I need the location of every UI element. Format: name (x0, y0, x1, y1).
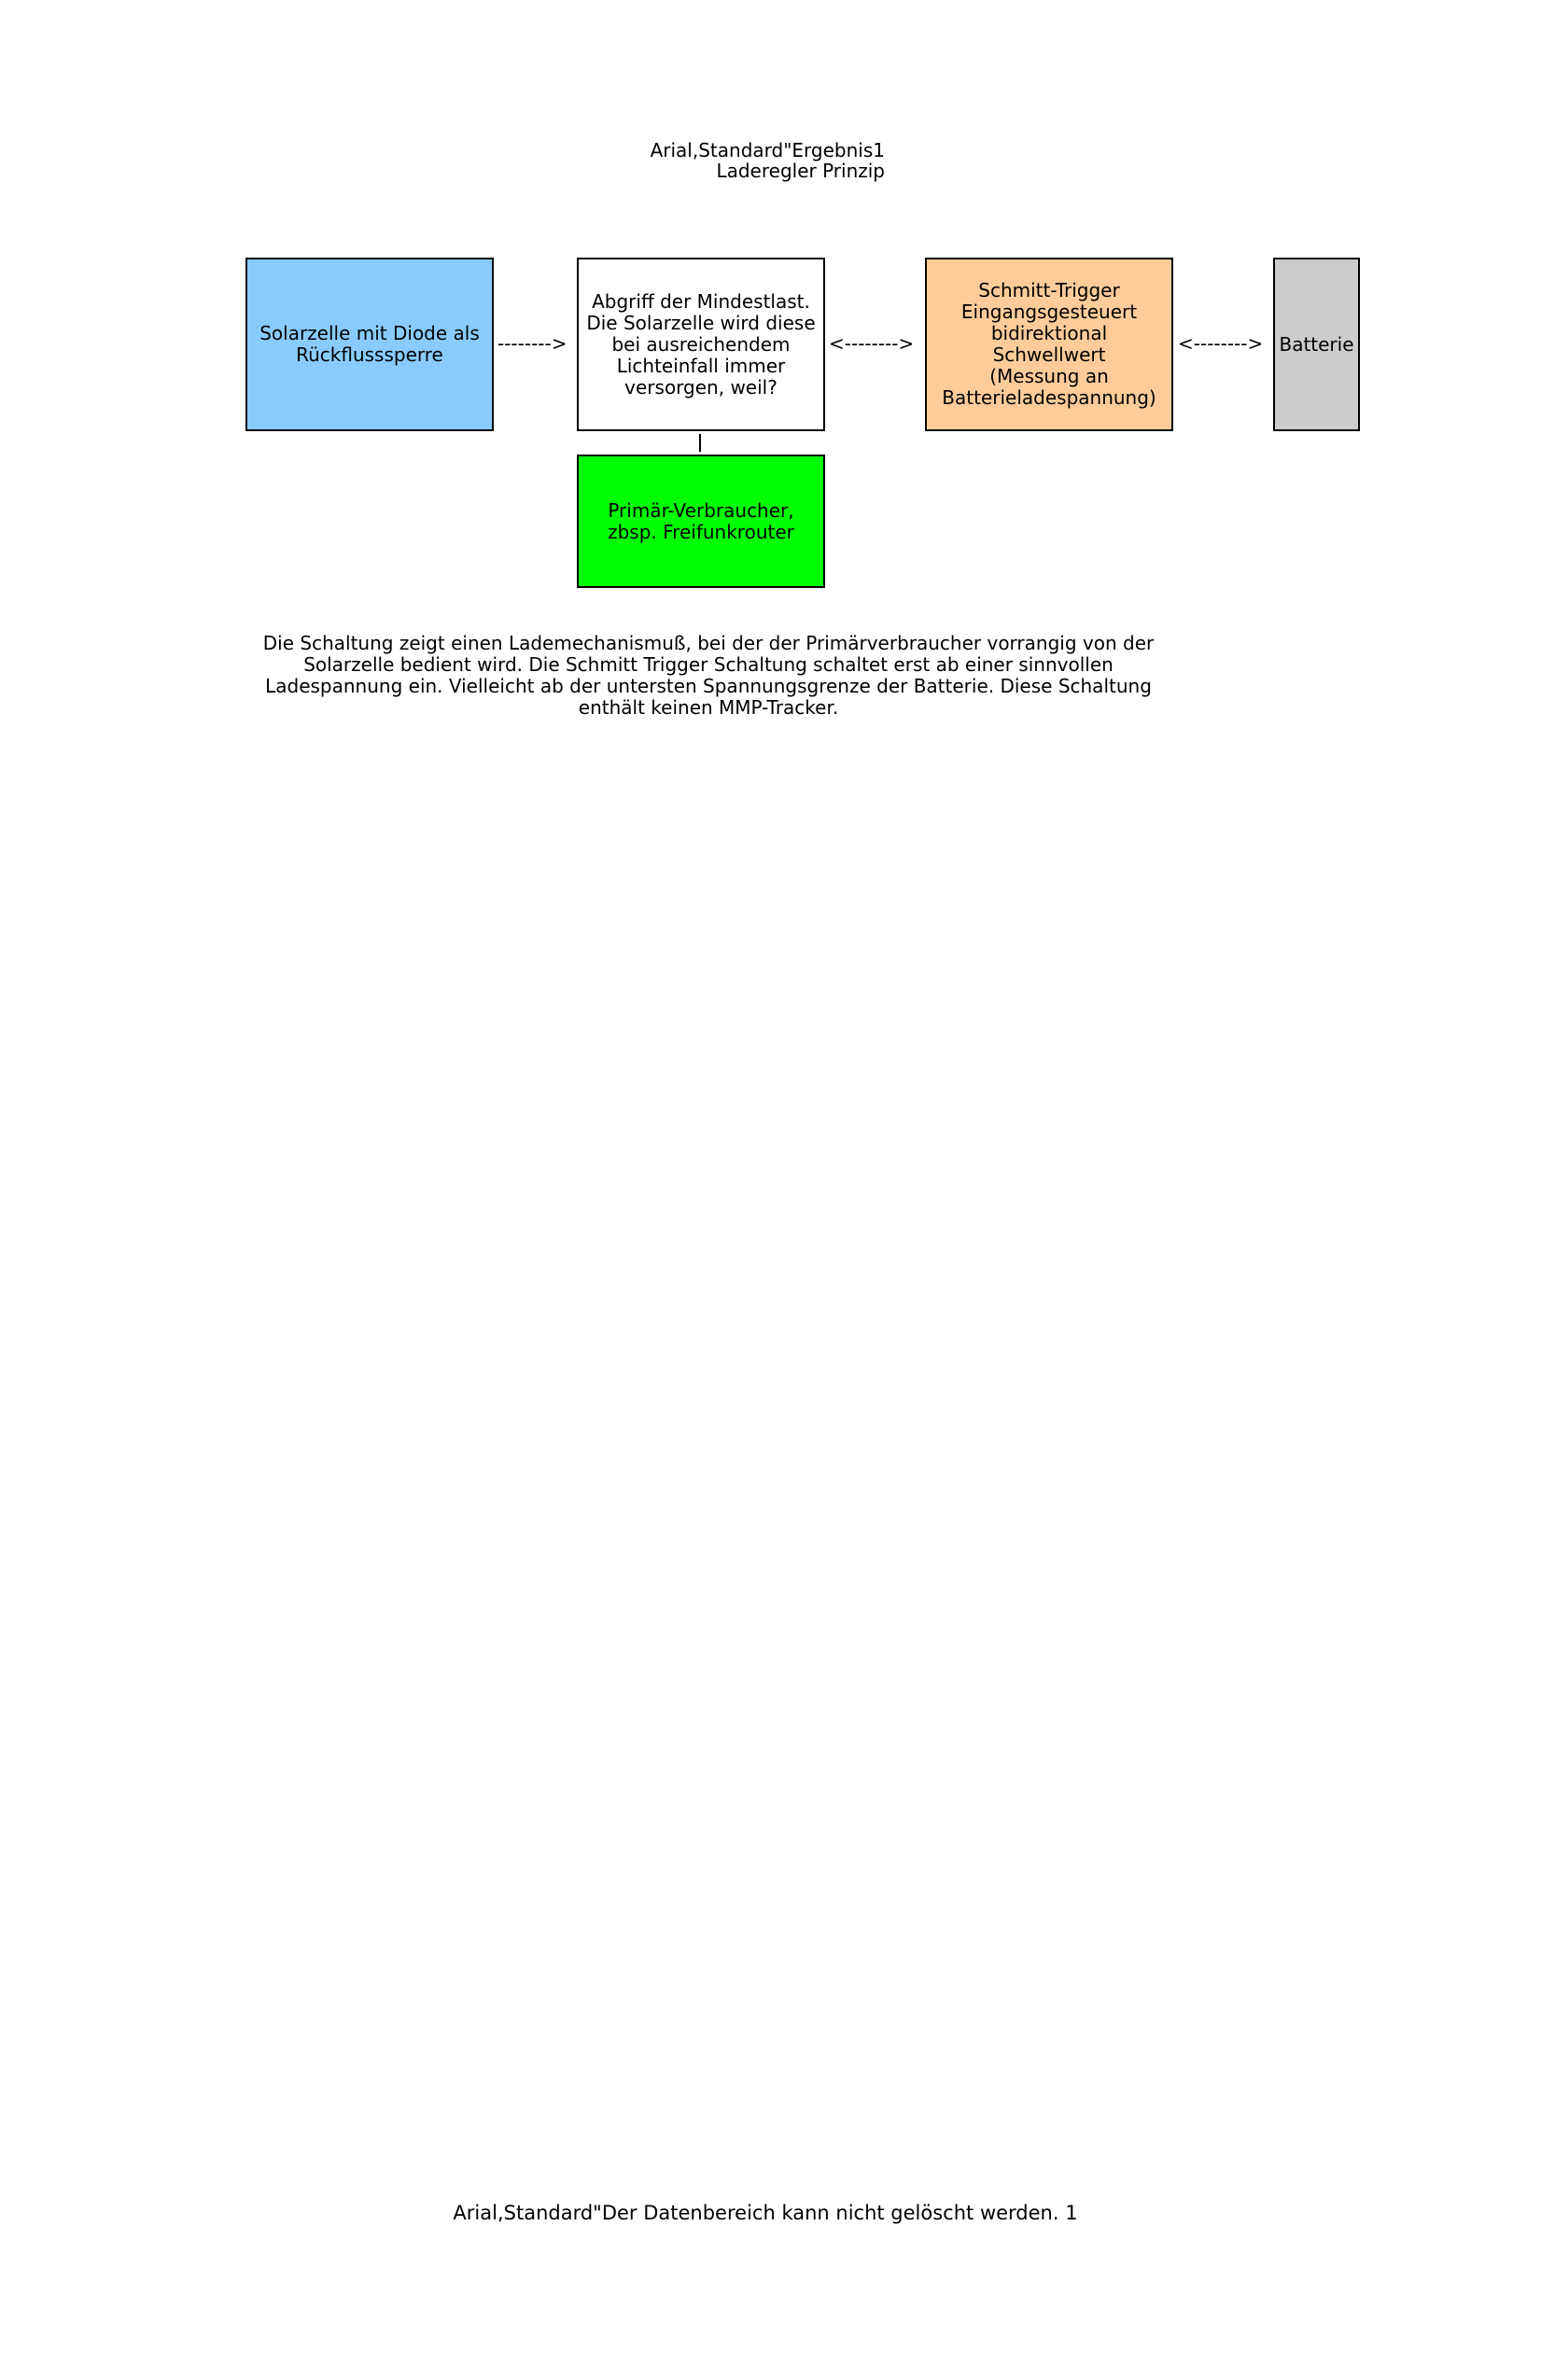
line-tap-to-consumer (699, 434, 701, 452)
description-text (250, 633, 1167, 719)
header-line-1: Arial,Standard"Ergebnis1 (650, 139, 885, 161)
primary-consumer-label-line: Primär-Verbraucher, (608, 498, 794, 522)
solar-cell-label-line: Rückflusssperre (296, 343, 443, 366)
schmitt-trigger-label-line: bidirektional Schwellwert (990, 322, 1108, 366)
minimum-load-tap-box (577, 258, 825, 431)
page-footer: Arial,Standard"Der Datenbereich kann nicht gelöscht werden. 1 (453, 2202, 1078, 2224)
arrow-solar-to-tap: --------> (497, 332, 567, 355)
solar-cell-box (245, 258, 494, 431)
primary-consumer-box (577, 455, 825, 588)
minimum-load-tap-label-line: versorgen, weil? (624, 375, 778, 399)
header-title: Laderegler Prinzip (716, 160, 885, 182)
description-line: Solarzelle bedient wird. Die Schmitt Trigger Schaltung schaltet erst ab einer sinnvollen (303, 653, 1114, 676)
description-line: Ladespannung ein. Vielleicht ab der untersten Spannungsgrenze der Batterie. Diese Schaltung (265, 675, 1152, 697)
schmitt-trigger-label-line: Eingangsgesteuert (960, 301, 1138, 323)
primary-consumer-label (608, 500, 794, 543)
description-line: Die Schaltung zeigt einen Lademechanismuß, bei der der Primärverbraucher vorrangig von der (262, 632, 1155, 654)
description-line: enthält keinen MMP-Tracker. (578, 696, 839, 719)
battery-label: Batterie (1279, 332, 1354, 356)
arrow-tap-to-trigger: <--------> (829, 332, 915, 355)
schmitt-trigger-label-line: Schmitt-Trigger (978, 279, 1120, 301)
primary-consumer-label-line: zbsp. Freifunkrouter (608, 520, 794, 543)
schmitt-trigger-label-line: (Messung an (989, 365, 1109, 387)
minimum-load-tap-label-line: Die Solarzelle wird diese (586, 311, 816, 334)
minimum-load-tap-label (586, 291, 815, 399)
solar-cell-label (259, 323, 480, 366)
battery-box (1273, 258, 1360, 431)
arrow-trigger-to-battery: <--------> (1178, 332, 1264, 355)
solar-cell-label-line: Solarzelle mit Diode als (259, 322, 480, 344)
schmitt-trigger-label-line: Batterieladespannung) (942, 386, 1156, 409)
schmitt-trigger-label (932, 280, 1166, 409)
schmitt-trigger-box (925, 258, 1173, 431)
minimum-load-tap-label-line: bei ausreichendem (611, 332, 791, 356)
page-header (560, 140, 885, 181)
minimum-load-tap-label-line: Lichteinfall immer (616, 354, 786, 377)
minimum-load-tap-label-line: Abgriff der Mindestlast. (592, 289, 810, 313)
